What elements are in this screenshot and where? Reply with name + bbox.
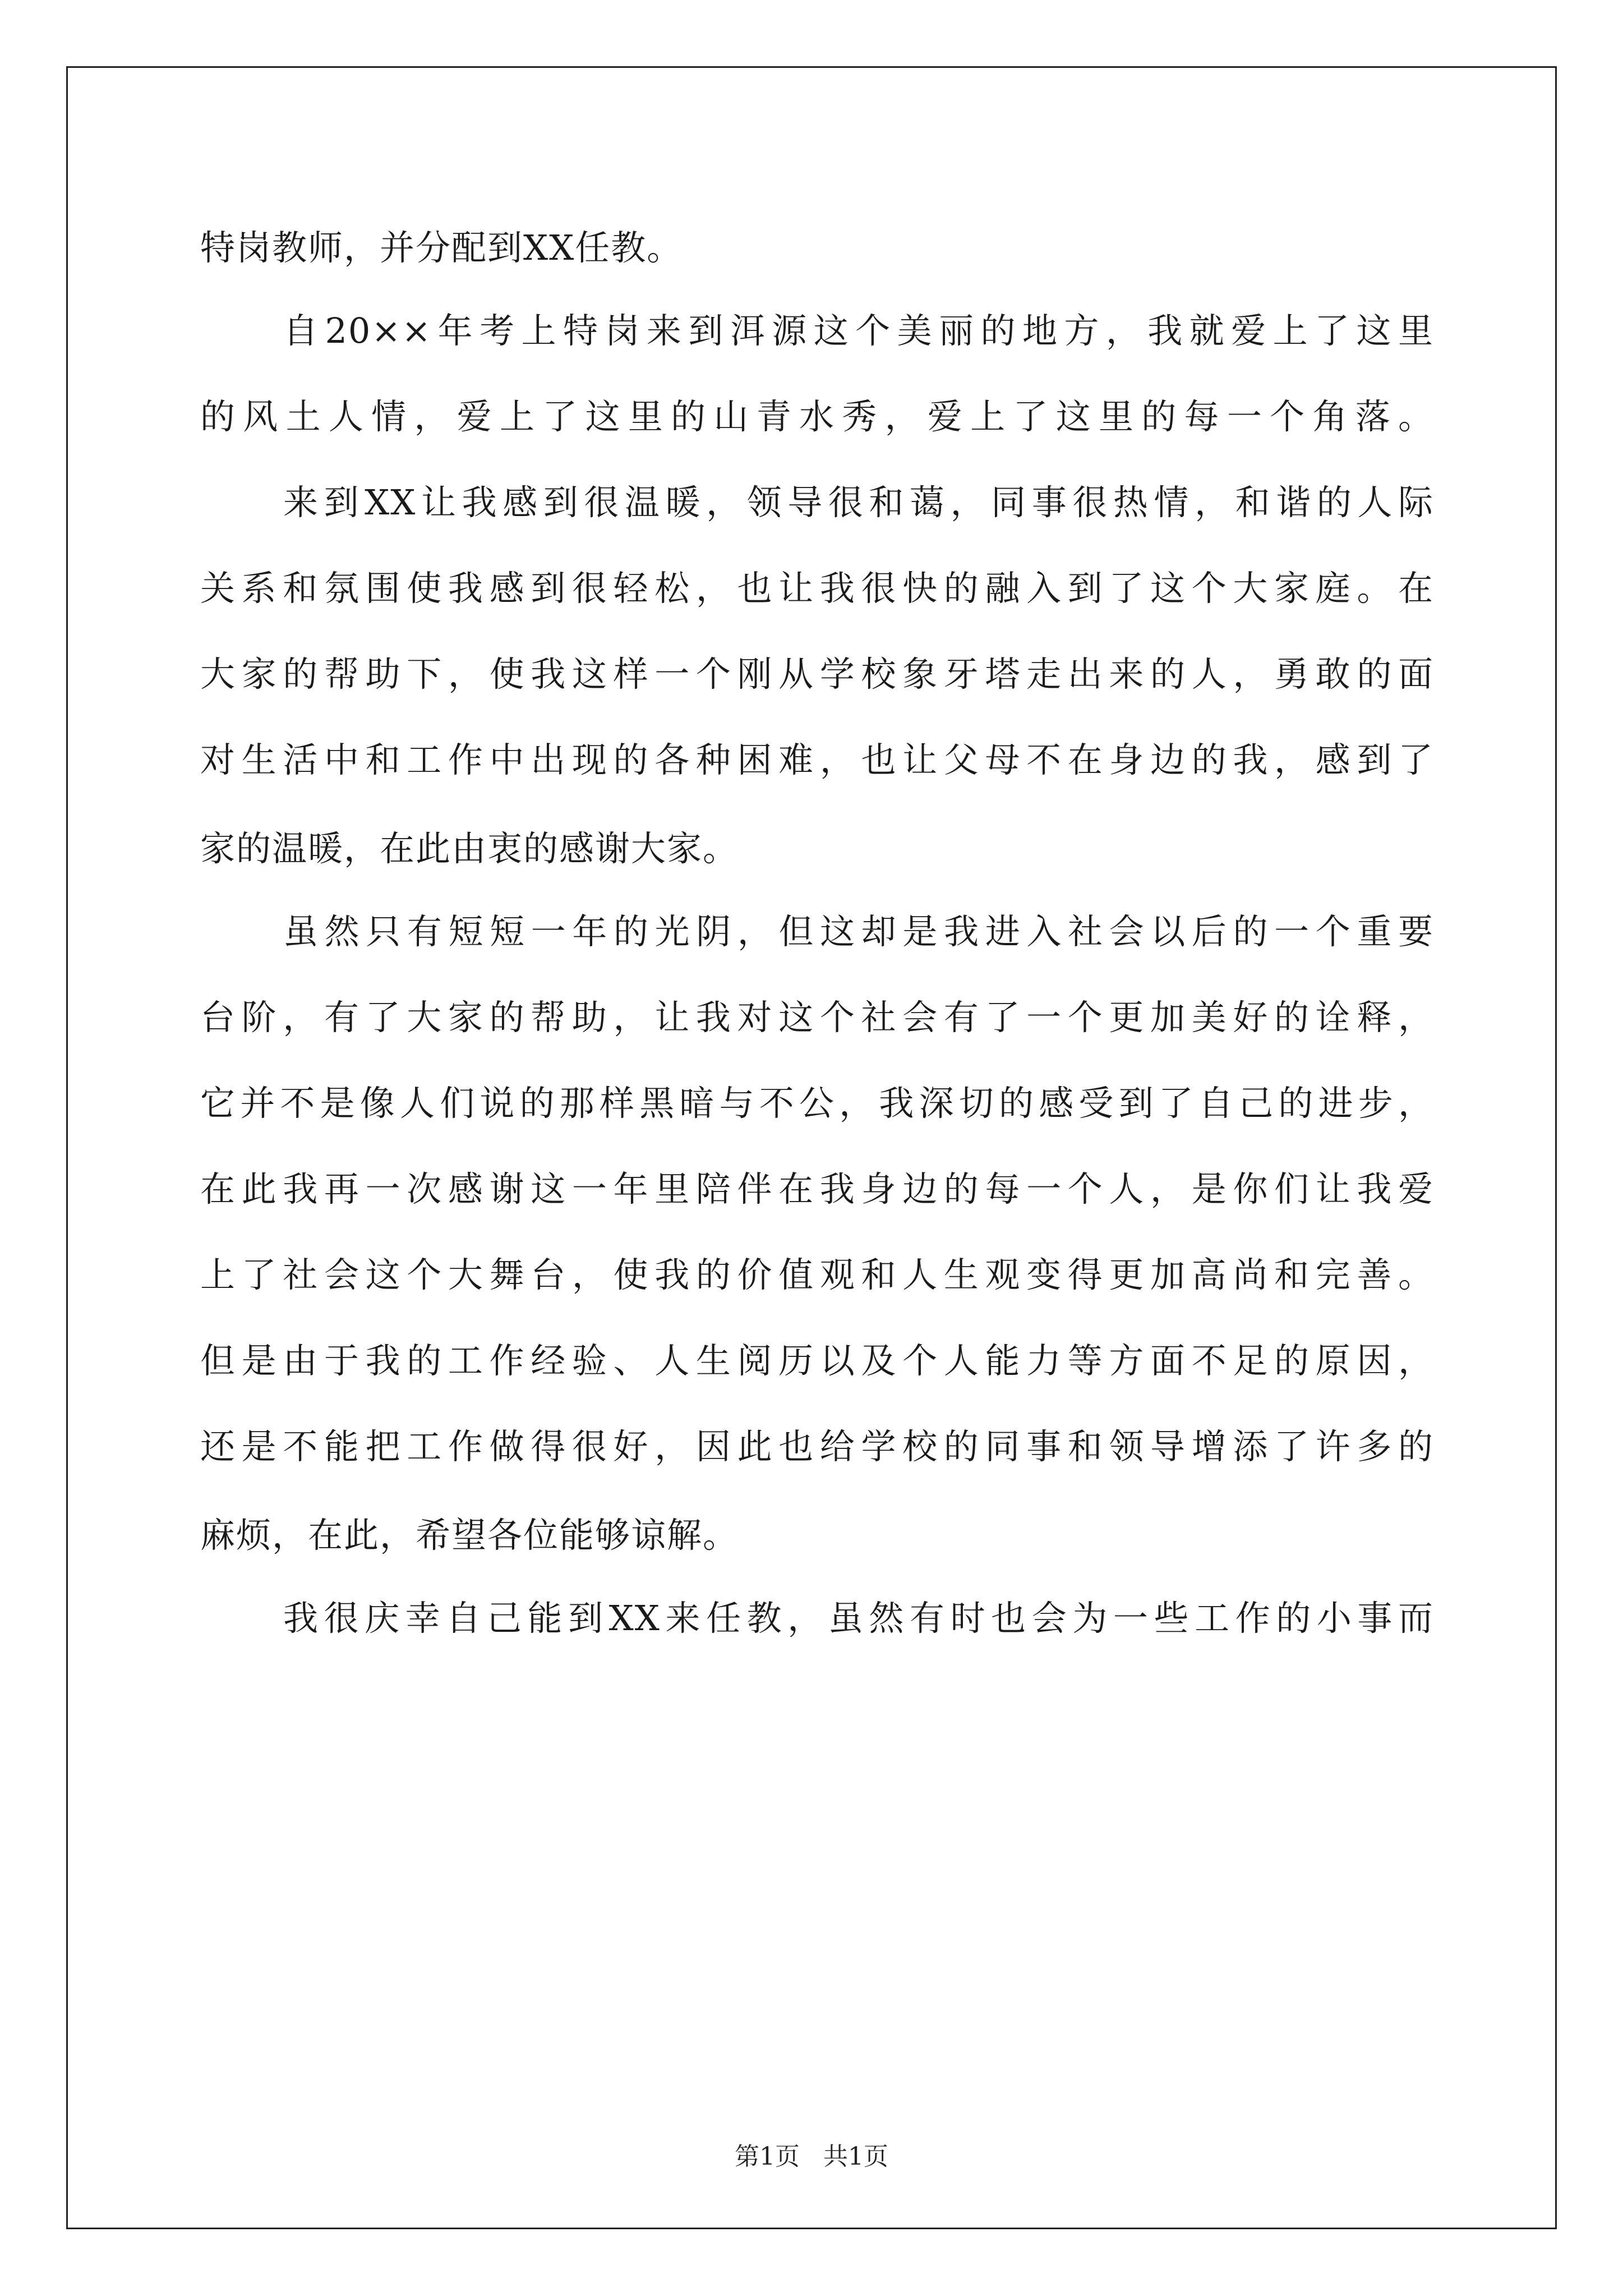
text-line (200, 1575, 1434, 1661)
page-footer: 第1页 共1页 (735, 2142, 888, 2171)
text-line (200, 459, 1434, 545)
text-line-content: 特岗教师，并分配到XX任教。 (200, 227, 683, 268)
text-line-content: 我很庆幸自己能到XX来任教，虽然有时也会为一些工作的小事而 (283, 1598, 1434, 1639)
text-line-content: 自20××年考上特岗来到洱源这个美丽的地方，我就爱上了这里 (283, 310, 1434, 351)
text-line (200, 545, 1434, 631)
text-line-content: 还是不能把工作做得很好，因此也给学校的同事和领导增添了许多的 (200, 1426, 1434, 1467)
text-line-content: 上了社会这个大舞台，使我的价值观和人生观变得更加高尚和完善。 (200, 1254, 1434, 1295)
text-line (200, 1489, 1434, 1575)
text-line-content: 台阶，有了大家的帮助，让我对这个社会有了一个更加美好的诠释， (200, 997, 1434, 1038)
text-line-content: 它并不是像人们说的那样黑暗与不公，我深切的感受到了自己的进步， (200, 1083, 1434, 1124)
text-line-content: 大家的帮助下，使我这样一个刚从学校象牙塔走出来的人，勇敢的面 (200, 654, 1434, 694)
text-line-content: 虽然只有短短一年的光阴，但这却是我进入社会以后的一个重要 (283, 911, 1434, 952)
text-line-content: 的风土人情，爱上了这里的山青水秀，爱上了这里的每一个角落。 (200, 396, 1434, 437)
text-line-content: 在此我再一次感谢这一年里陪伴在我身边的每一个人，是你们让我爱 (200, 1168, 1434, 1209)
text-line-content: 麻烦，在此，希望各位能够谅解。 (200, 1515, 739, 1556)
text-line (200, 717, 1434, 803)
text-line (200, 1404, 1434, 1489)
text-line (200, 1232, 1434, 1318)
document-body (200, 202, 1434, 1661)
text-line (200, 1146, 1434, 1232)
text-line (200, 202, 1434, 288)
text-line-content: 家的温暖，在此由衷的感谢大家。 (200, 828, 739, 869)
text-line-content: 来到XX让我感到很温暖，领导很和蔼，同事很热情，和谐的人际 (283, 482, 1434, 523)
text-line (200, 288, 1434, 374)
text-line (200, 374, 1434, 459)
text-line-content: 但是由于我的工作经验、人生阅历以及个人能力等方面不足的原因， (200, 1340, 1434, 1381)
text-line-content: 关系和氛围使我感到很轻松，也让我很快的融入到了这个大家庭。在 (200, 568, 1434, 609)
text-line (200, 974, 1434, 1060)
text-line-content: 对生活中和工作中出现的各种困难，也让父母不在身边的我，感到了 (200, 739, 1434, 780)
text-line (200, 631, 1434, 717)
text-line (200, 889, 1434, 974)
text-line (200, 1318, 1434, 1404)
text-line (200, 803, 1434, 889)
text-line (200, 1060, 1434, 1146)
